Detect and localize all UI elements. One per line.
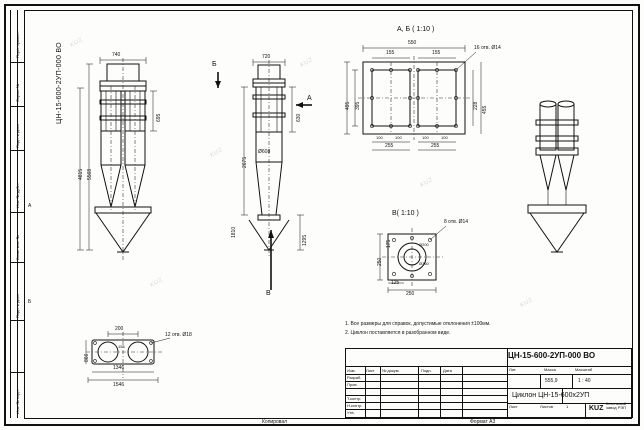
section-mark-b: Б xyxy=(212,61,217,68)
tb-col-head-2: № докум. xyxy=(382,368,400,373)
tb-mass-value: 555,9 xyxy=(545,378,558,384)
tb-sheets-value: 1 xyxy=(566,404,569,409)
tb-col-head-3: Подп. xyxy=(421,368,432,373)
dim-ab-495: 495 xyxy=(345,101,351,110)
note-ab-holes: 16 отв. Ø14 xyxy=(474,45,501,51)
detail-ab-title: А, Б ( 1:10 ) xyxy=(397,26,435,33)
dim-side-720: 720 xyxy=(262,54,271,60)
dim-main-5568: 5568 xyxy=(87,168,93,180)
dim-side-630: 630 xyxy=(296,113,302,122)
dim-ab-550: 550 xyxy=(408,40,417,46)
note-plan-holes: 12 отв. Ø18 xyxy=(165,332,192,338)
dim-v-175: 175 xyxy=(386,239,392,248)
dim-main-695: 695 xyxy=(156,113,162,122)
tb-col-head-1: Лист xyxy=(366,368,375,373)
tb-row-2: Т.контр. xyxy=(347,396,362,401)
watermark-5: KUZ xyxy=(519,297,535,309)
tb-line-6 xyxy=(345,402,507,403)
note-line-1: 1. Все размеры для справок, допустимые отклонения ±100мм. xyxy=(345,321,491,327)
watermark-3: KUZ xyxy=(299,57,315,69)
format-label: Формат A3 xyxy=(470,419,496,425)
dim-side-2675: 2675 xyxy=(242,156,248,168)
tb-right-col-2 xyxy=(572,374,573,388)
dim-v-250b: 250 xyxy=(406,291,415,297)
tb-line-5 xyxy=(345,395,507,396)
tb-row-4: Утв. xyxy=(347,410,355,415)
tb-line-7 xyxy=(345,409,507,410)
tb-line-2 xyxy=(345,374,507,375)
watermark-0: KUZ xyxy=(69,37,85,49)
tb-stamp-header-0: Лит. xyxy=(509,367,517,372)
tb-line-4 xyxy=(345,388,507,389)
zone-mark-a: А xyxy=(28,203,32,209)
dim-ab-255a: 255 xyxy=(385,143,394,149)
watermark-1: KUZ xyxy=(209,147,225,159)
tb-company: KUZ xyxy=(589,405,604,412)
dim-v-125: 125 xyxy=(391,280,400,286)
margin-label-4: Взам. инв. № xyxy=(15,235,20,260)
dim-main-4815: 4815 xyxy=(78,168,84,180)
dim-plan-1346: 1346 xyxy=(113,365,125,371)
tb-col-head-0: Изм. xyxy=(347,368,356,373)
dim-v-250a: 250 xyxy=(377,257,383,266)
detail-v-title: В( 1:10 ) xyxy=(392,210,419,217)
tb-right-line-2 xyxy=(507,388,632,389)
dim-plan-1546: 1546 xyxy=(113,382,125,388)
tb-row-0: Разраб. xyxy=(347,375,362,380)
tb-row-3: Н.контр. xyxy=(347,403,363,408)
watermark-2: KUZ xyxy=(419,177,435,189)
margin-label-1: Справ. № xyxy=(15,83,20,102)
dim-side-d608: Ø608 xyxy=(258,149,271,155)
margin-label-0: Перв. примен. xyxy=(15,31,20,58)
tb-col-2 xyxy=(380,366,381,418)
note-line-2: 2. Циклон поставляется в разобранном виде. xyxy=(345,330,451,336)
dim-ab-100a: 100 xyxy=(376,135,383,140)
copy-label: Копировал xyxy=(262,419,288,425)
margin-label-2: Подп. и дата xyxy=(15,124,20,148)
tb-product-name: Циклон ЦН-15-600х2УП xyxy=(512,392,590,399)
dim-plan-866: 866 xyxy=(84,353,90,362)
tb-line-3 xyxy=(345,381,507,382)
zone-mark-b: Б xyxy=(28,299,32,305)
tb-row-1: Пров. xyxy=(347,382,358,387)
tb-scale-value: 1 : 40 xyxy=(578,378,591,384)
dim-v-d200: Ø200 xyxy=(419,242,429,247)
watermark-4: KUZ xyxy=(149,277,165,289)
tb-stamp-header-1: Масса xyxy=(544,367,556,372)
margin-label-3: Инв. № дубл. xyxy=(15,183,20,208)
dim-main-740: 740 xyxy=(112,52,121,58)
sheet-designation-vertical: ЦН-15-600-2УП-000 ВО xyxy=(56,42,63,124)
tb-col-4 xyxy=(440,366,441,418)
tb-company-sub: Котельный завод РЭП xyxy=(606,401,627,411)
tb-stamp-header-2: Масштаб xyxy=(575,367,593,372)
dim-v-d360: Ø360 xyxy=(419,261,429,266)
dim-side-1810: 1810 xyxy=(231,226,237,238)
dim-ab-228: 228 xyxy=(473,101,479,110)
section-mark-a: А xyxy=(307,95,312,102)
dim-ab-100c: 100 xyxy=(422,135,429,140)
dim-ab-155b: 155 xyxy=(432,50,441,56)
tb-col-5 xyxy=(462,366,463,418)
margin-label-5: Подп. и дата xyxy=(15,294,20,318)
margin-label-6: Инв. № подл. xyxy=(15,389,20,414)
dim-plan-155: 155 xyxy=(118,344,125,349)
dim-ab-255b: 255 xyxy=(431,143,440,149)
dim-ab-100b: 100 xyxy=(395,135,402,140)
tb-right-col-1 xyxy=(540,374,541,388)
dim-ab-455: 455 xyxy=(482,105,488,114)
dim-ab-100d: 100 xyxy=(441,135,448,140)
tb-col-1 xyxy=(365,366,366,418)
dim-ab-395: 395 xyxy=(355,101,361,110)
dim-side-1295: 1295 xyxy=(302,234,308,246)
note-v-holes: 8 отв. Ø14 xyxy=(444,219,469,225)
dim-ab-155a: 155 xyxy=(386,50,395,56)
tb-sheet-label: Лист xyxy=(509,404,518,409)
tb-sheets-label: Листов xyxy=(540,404,553,409)
tb-col-3 xyxy=(418,366,419,418)
tb-right-line-1 xyxy=(507,374,632,375)
tb-designation: ЦН-15-600-2УП-000 ВО xyxy=(508,351,596,360)
tb-right-col-4 xyxy=(585,403,586,418)
dim-plan-200: 200 xyxy=(115,326,124,332)
section-mark-v: В xyxy=(266,290,271,297)
tb-col-head-4: Дата xyxy=(443,368,452,373)
